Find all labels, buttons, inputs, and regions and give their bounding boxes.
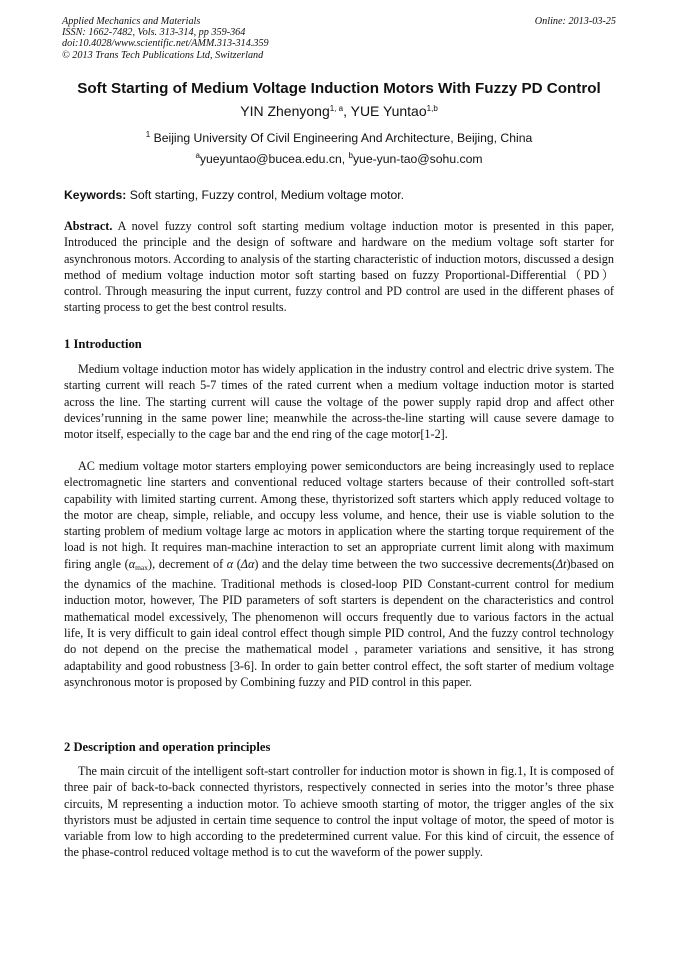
affiliation-text: Beijing University Of Civil Engineering And Architecture, Beijing, China xyxy=(150,131,533,145)
email-a-superscript: a xyxy=(195,151,200,160)
intro-p2-text-b: ), decrement of xyxy=(148,556,227,571)
intro-paragraph-1: Medium voltage induction motor has widely application in the industry control and electric drive system. The starting current will reach 5-7 times of the rated current when a medium voltage induction motor is started across the line. The starting current will cause the voltage of the power supply rapid drop and affect other devices’running in the same power line; meanwhile the across-the-line starting will cause severe damage to motor itself, especially to the cage bar and the end ring of the cage motor[1-2]. xyxy=(64,362,614,442)
intro-p2-text-c: ( xyxy=(233,556,241,571)
intro-p2-text-d: ) and the delay time between the two successive decrements( xyxy=(254,556,556,571)
intro-p2-text-e: )based on the dynamics of the machine. Traditional methods is closed-loop PID Constant-current control for medium induction motor, however, The PID parameters of soft starters is dependent on the characteristics and control mathematical model excessively, The phenomenon will occurs frequently due to various factors in the actual life, It is very difficult to gain ideal control effect though simple PID control, And the fuzzy control technology do not depend on the precise the mathematical model , parameter variations and sensitive, it has strong adaptability and good robustness [3-6]. In order to gain better control effect, the soft starter of medium voltage asynchronous motor is proposed by Combining fuzzy and PID control in this paper. xyxy=(64,556,615,689)
intro-p2-text-a: AC medium voltage motor starters employing power semiconductors are being increasingly used to replace electromagnetic line starters and conventional reduced voltage starters because of their controlled soft-start capability with limited starting current. Among these, thyristorized soft starters which apply reduced voltage to the motor are cheap, simple, reliable, and occupy less volume, and hence, their use is viable solution to the starting problem of medium voltage large ac motors in application where the starting torque requirement of the load is not high. It requires man-machine interaction to set an appropriate current limit along with maximum firing angle ( xyxy=(64,459,614,571)
affiliation xyxy=(40,131,638,145)
doi-line: doi:10.4028/www.scientific.net/AMM.313-314.359 xyxy=(62,38,269,50)
section-2-paragraph-1: The main circuit of the intelligent soft-start controller for induction motor is shown in fig.1, It is composed of three pair of back-to-back connected thyristors, respectively connected in series into the motor’s three phase circuits, M representing a induction motor. To achieve smooth starting of motor, the trigger angles of the six thyristors must be adjusted in certain time sequence to control the input voltage of motor, the speed of motor is variable from low to high according to the predetermined current value. For this kind of circuit, the essence of the phase-control reduced voltage method is to cut the waveform of the power supply. xyxy=(64,764,614,860)
author-1-superscript: 1, a xyxy=(329,104,344,113)
keywords-text: Soft starting, Fuzzy control, Medium voltage motor. xyxy=(126,188,405,202)
author-separator: , xyxy=(343,103,351,119)
affiliation-superscript: 1 xyxy=(145,130,151,139)
issn-line: ISSN: 1662-7482, Vols. 313-314, pp 359-364 xyxy=(62,27,246,39)
keywords xyxy=(64,188,616,202)
author-1: YIN Zhenyong xyxy=(240,103,330,119)
author-line xyxy=(40,103,638,119)
abstract-text: A novel fuzzy control soft starting medium voltage induction motor is presented in this paper, Introduced the principle and the design of software and hardware on the medium voltage soft starter for asynchronous motors. According to analysis of the starting characteristic of induction motors, discussed a design method of medium voltage induction motor soft starting based on fuzzy Proportional-Differential（PD）control. Through measuring the input current, fuzzy control and PD control are used in the different phases of starting process to get the best control results. xyxy=(64,219,614,315)
paper-title: Soft Starting of Medium Voltage Induction Motors With Fuzzy PD Control xyxy=(77,80,601,97)
email-line xyxy=(40,152,638,166)
max-subscript: max xyxy=(135,562,149,572)
author-2-superscript: 1,b xyxy=(426,104,438,113)
copyright-line: © 2013 Trans Tech Publications Ltd, Switzerland xyxy=(62,49,264,61)
section-1-heading: 1 Introduction xyxy=(64,337,142,351)
journal-header xyxy=(62,16,618,61)
email-a: yueyuntao@bucea.edu.cn, xyxy=(199,152,349,166)
alpha-symbol-2: α xyxy=(226,556,234,571)
abstract-label: Abstract. xyxy=(64,219,113,233)
keywords-label: Keywords: xyxy=(64,188,127,202)
journal-name: Applied Mechanics and Materials xyxy=(62,16,201,27)
section-2-heading: 2 Description and operation principles xyxy=(64,740,271,754)
author-2: YUE Yuntao xyxy=(350,103,427,119)
online-date: Online: 2013-03-25 xyxy=(534,16,616,27)
intro-paragraph-2 xyxy=(64,458,614,690)
delta-alpha-symbol: Δα xyxy=(240,556,255,571)
delta-t-symbol: Δt xyxy=(555,556,567,571)
email-b: yue-yun-tao@sohu.com xyxy=(352,152,483,166)
email-b-superscript: b xyxy=(348,151,353,160)
alpha-symbol: α xyxy=(128,556,136,571)
abstract xyxy=(64,218,614,316)
alpha-max-symbol xyxy=(129,557,148,571)
